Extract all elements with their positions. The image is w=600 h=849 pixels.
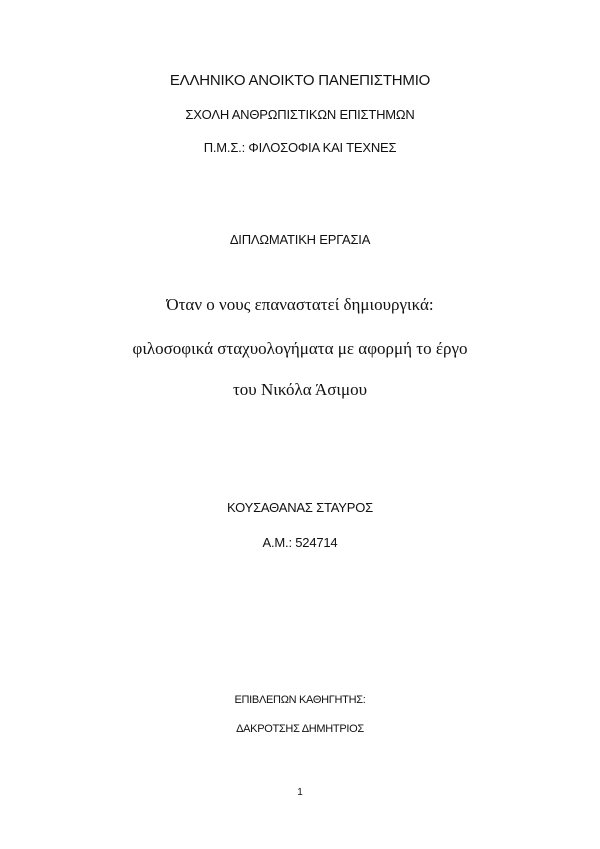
supervisor-label: ΕΠΙΒΛΕΠΩΝ ΚΑΘΗΓΗΤΗΣ: [234, 694, 366, 706]
supervisor-name: ΔΑΚΡΟΤΣΗΣ ΔΗΜΗΤΡΙΟΣ [236, 723, 364, 735]
title-line-2: φιλοσοφικά σταχυολογήματα με αφορμή το έργο [132, 339, 468, 358]
document-type: ΔΙΠΛΩΜΑΤΙΚΗ ΕΡΓΑΣΙΑ [229, 232, 371, 247]
page-number: 1 [297, 787, 303, 798]
school-name: ΣΧΟΛΗ ΑΝΘΡΩΠΙΣΤΙΚΩΝ ΕΠΙΣΤΗΜΩΝ [185, 107, 415, 122]
title-line-3: του Νικόλα Άσιμου [232, 380, 368, 399]
university-name: ΕΛΛΗΝΙΚΟ ΑΝΟΙΚΤΟ ΠΑΝΕΠΙΣΤΗΜΙΟ [169, 72, 431, 89]
program-name: Π.Μ.Σ.: ΦΙΛΟΣΟΦΙΑ ΚΑΙ ΤΕΧΝΕΣ [203, 140, 397, 155]
title-line-1: Όταν ο νους επαναστατεί δημιουργικά: [166, 295, 434, 314]
author-name: ΚΟΥΣΑΘΑΝΑΣ ΣΤΑΥΡΟΣ [227, 500, 373, 515]
student-id: Α.Μ.: 524714 [262, 535, 338, 550]
